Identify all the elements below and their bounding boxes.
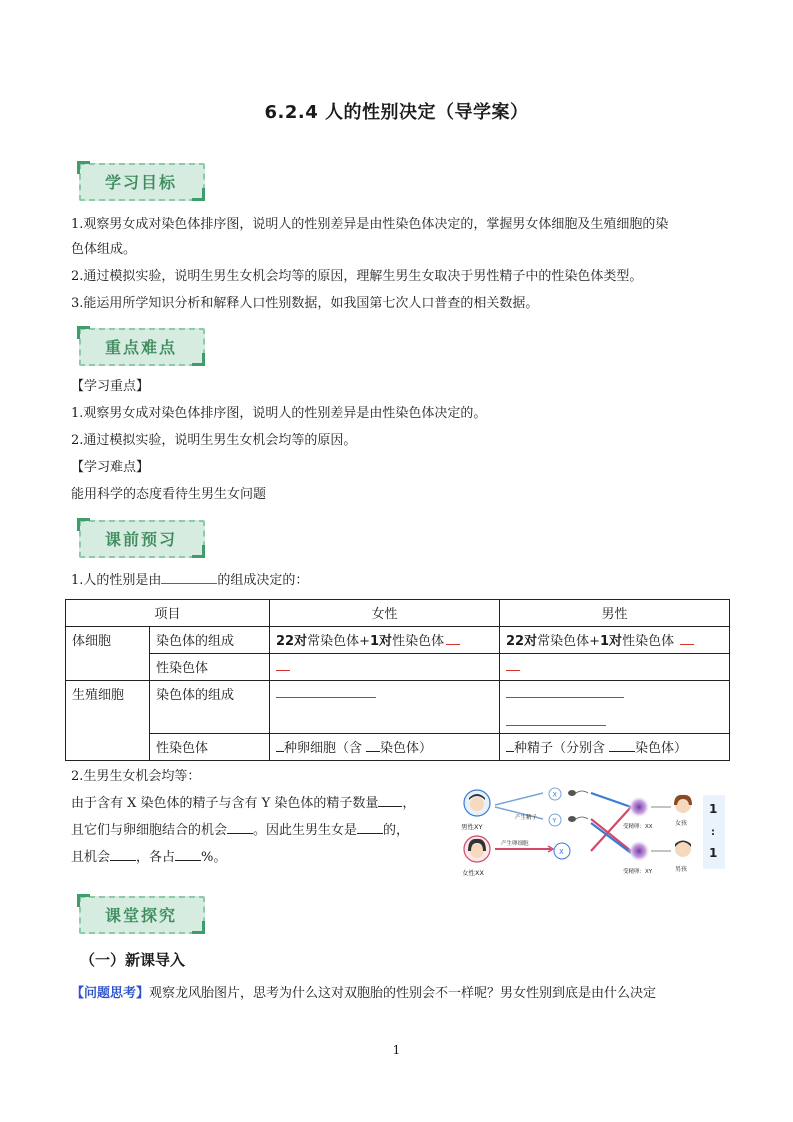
girl-icon — [674, 795, 692, 813]
ratio-first: 1 — [709, 802, 718, 816]
section-banner-preview — [79, 520, 203, 556]
boy-icon — [675, 841, 691, 858]
produce-sperm-label: 产生精子 — [515, 815, 538, 821]
sperm-x-icon — [549, 788, 588, 800]
page-number: 1 — [392, 1043, 401, 1057]
blank-percent[interactable] — [175, 847, 201, 861]
somatic-female-sex-chrom — [270, 654, 500, 681]
focus-item-2: 2.通过模拟实验，说明生男生女机会均等的原因。 — [71, 433, 357, 448]
question-think: 【问题思考】观察龙风胎图片，思考为什么这对双胞胎的性别会不一样呢？男女性别到底是由什么决定 — [71, 986, 657, 1001]
q2-line-1: 由于含有 X 染色体的精子与含有 Y 染色体的精子数量 ， — [71, 793, 731, 815]
female-label: 女性XX — [462, 869, 484, 877]
blank-random[interactable] — [357, 820, 383, 834]
produce-egg-label: 产生卵细胞 — [501, 841, 529, 847]
ratio-second: 1 — [709, 846, 718, 860]
blank-sperm-quantity[interactable] — [378, 793, 402, 807]
blank-egg-count[interactable] — [276, 738, 284, 752]
subheading-intro: （一）新课导入 — [80, 951, 186, 969]
goal-line-3: 2.通过模拟实验，说明生男生女机会均等的原因，理解生男生女取决于男性精子中的性染色体类型。 — [71, 269, 643, 284]
difficulty-label: 【学习难点】 — [71, 460, 150, 475]
blank-male-composition[interactable] — [680, 631, 694, 645]
svg-text:Y: Y — [552, 816, 557, 825]
somatic-male-composition: 22对常染色体+1对性染色体 — [500, 627, 730, 654]
row-reproductive: 生殖细胞 — [66, 681, 150, 761]
section-title-key-points: 重点难点 — [104, 338, 177, 357]
sex-determination-diagram — [455, 785, 727, 877]
preview-question-2: 2.生男生女机会均等： — [71, 769, 201, 784]
repro-female-composition — [270, 681, 500, 734]
repro-male-sex-chrom: 种精子（分别含 染色体） — [500, 734, 730, 761]
zygote-xx-label: 受精卵：XX — [623, 824, 653, 830]
page-title: 6.2.4 人的性别决定（导学案） — [264, 102, 529, 123]
preview-question-1: 1.人的性别是由 的组成决定的： — [71, 570, 731, 592]
repro-female-sex-chrom: 种卵细胞（含 染色体） — [270, 734, 500, 761]
girl-label: 女孩 — [675, 820, 688, 827]
difficulty-text: 能用科学的态度看待生男生女问题 — [71, 487, 267, 502]
q2-line-3: 且机会 ，各占 %。 — [71, 847, 731, 869]
row-somatic: 体细胞 — [66, 627, 150, 681]
section-banner-key-points — [79, 328, 203, 364]
zygote-xy-icon — [628, 840, 650, 862]
header-female: 女性 — [270, 600, 500, 627]
sperm-y-icon — [549, 814, 588, 826]
somatic-male-sex-chrom — [500, 654, 730, 681]
somatic-sex-chrom-label: 性染色体 — [150, 654, 270, 681]
header-item: 项目 — [66, 600, 270, 627]
male-avatar-icon — [464, 790, 490, 816]
blank-female-sex-chrom[interactable] — [276, 657, 290, 671]
focus-item-1: 1.观察男女成对染色体排序图，说明人的性别差异是由性染色体决定的。 — [71, 406, 487, 421]
blank-male-sex-chrom[interactable] — [506, 657, 520, 671]
egg-x-icon — [554, 843, 570, 859]
section-banner-explore — [79, 896, 203, 932]
section-title-goals: 学习目标 — [104, 173, 177, 192]
zygote-xx-icon — [628, 796, 650, 818]
blank-chance[interactable] — [227, 820, 253, 834]
somatic-female-composition: 22对常染色体+1对性染色体 — [270, 627, 500, 654]
repro-sex-chrom-label: 性染色体 — [150, 734, 270, 761]
section-title-explore: 课堂探究 — [104, 906, 177, 925]
question-tag: 【问题思考】 — [71, 986, 150, 1001]
somatic-composition-label: 染色体的组成 — [150, 627, 270, 654]
chromosome-table — [65, 599, 730, 761]
blank-sperm-chrom[interactable] — [609, 738, 635, 752]
section-banner-goals — [79, 163, 203, 199]
ratio-colon: : — [711, 827, 715, 838]
goal-line-1: 1.观察男女成对染色体排序图，说明人的性别差异是由性染色体决定的，掌握男女体细胞及生殖细胞的染 — [71, 217, 669, 232]
blank-sperm-composition-2[interactable] — [506, 712, 606, 726]
goal-line-4: 3.能运用所学知识分析和解释人口性别数据，如我国第七次人口普查的相关数据。 — [71, 296, 539, 311]
blank-egg-composition[interactable] — [276, 684, 376, 698]
section-title-preview: 课前预习 — [104, 530, 177, 549]
q2-line-2: 且它们与卵细胞结合的机会 。因此生男生女是 的， — [71, 820, 731, 842]
blank-sperm-composition-1[interactable] — [506, 684, 624, 698]
blank-sperm-count[interactable] — [506, 738, 514, 752]
blank-female-composition[interactable] — [446, 631, 460, 645]
blank-equal[interactable] — [110, 847, 136, 861]
zygote-xy-label: 受精卵：XY — [623, 869, 653, 875]
blank-egg-chrom[interactable] — [366, 738, 380, 752]
goal-line-2: 色体组成。 — [71, 242, 137, 257]
male-label: 男性XY — [461, 823, 483, 831]
focus-label: 【学习重点】 — [71, 379, 150, 394]
repro-composition-label: 染色体的组成 — [150, 681, 270, 734]
boy-label: 男孩 — [675, 866, 688, 873]
svg-text:X: X — [552, 790, 557, 799]
svg-text:X: X — [559, 848, 564, 856]
blank-q1[interactable] — [161, 570, 217, 584]
header-male: 男性 — [500, 600, 730, 627]
female-avatar-icon — [464, 836, 490, 862]
repro-male-composition — [500, 681, 730, 734]
